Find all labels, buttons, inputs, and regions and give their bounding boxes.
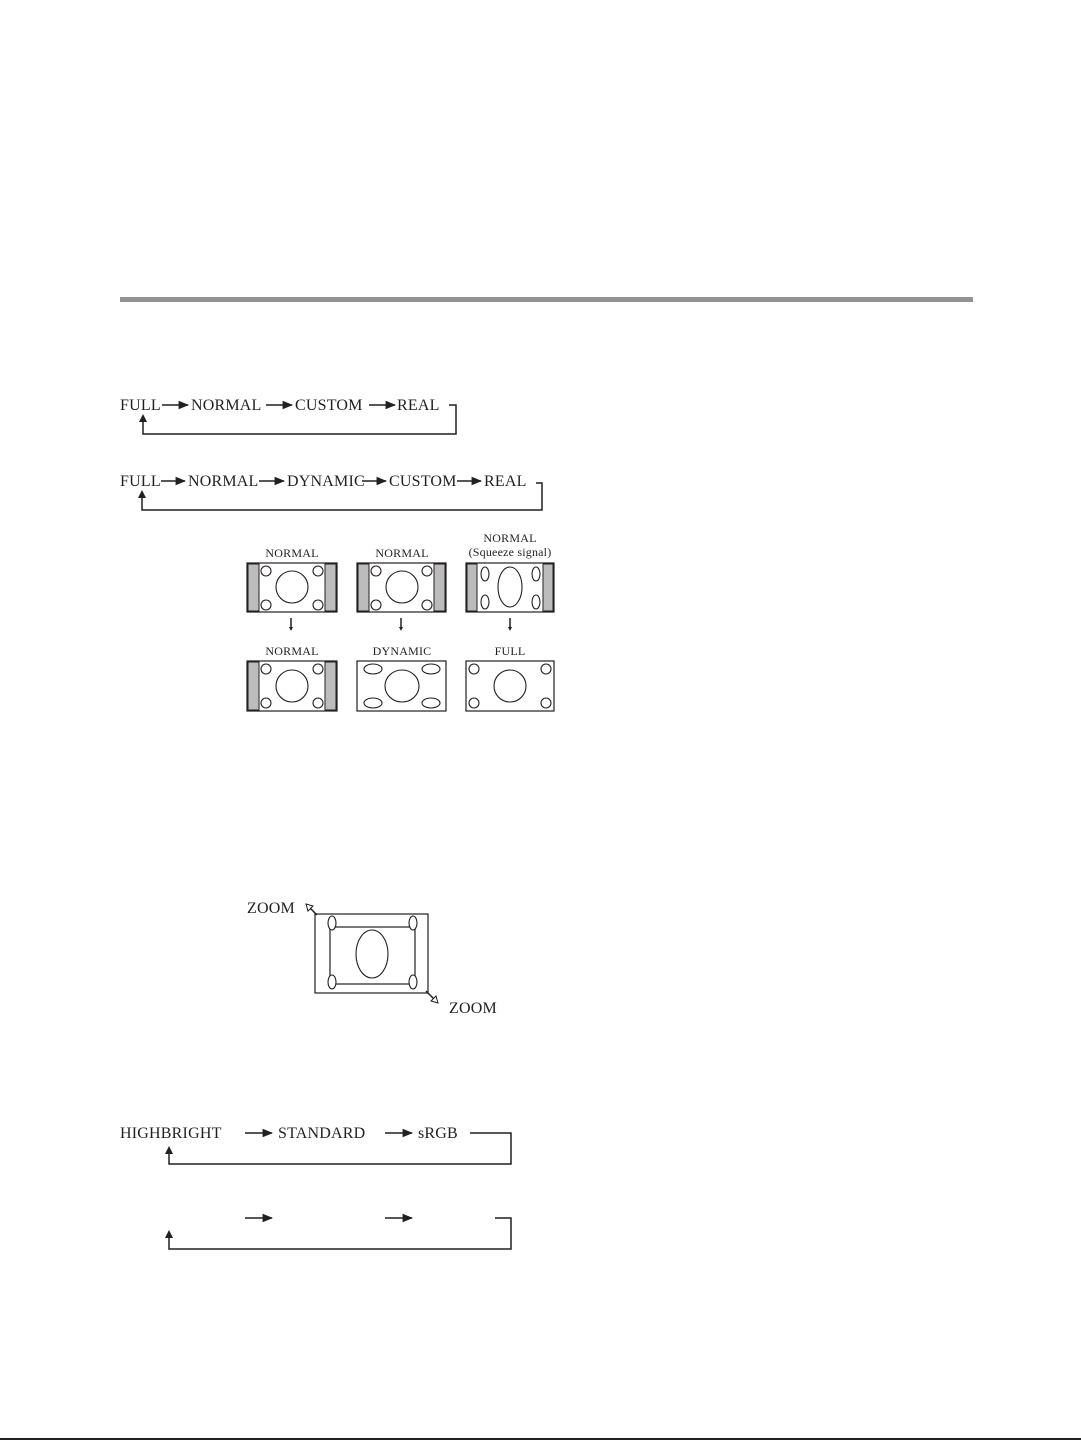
- flow2-item-custom: CUSTOM: [389, 473, 457, 490]
- screen-bottom-2: [357, 661, 446, 711]
- screen-top-3-sublabel: (Squeeze signal): [468, 545, 552, 559]
- screen-top-3: [466, 563, 554, 612]
- screen-bottom-1: [247, 661, 337, 711]
- flow2-connectors: [138, 481, 542, 510]
- screen-down-arrow-3-icon: [508, 618, 512, 631]
- flow1-connectors: [139, 405, 456, 434]
- zoom-out-arrow-top-icon: [306, 904, 317, 915]
- flow2-item-dynamic: DYNAMIC: [287, 473, 365, 490]
- flow3-item-srgb: sRGB: [418, 1125, 458, 1142]
- flow2-item-normal: NORMAL: [188, 473, 259, 490]
- zoom-label-bottom: ZOOM: [449, 1000, 497, 1017]
- zoom-diagram: [315, 914, 428, 993]
- screen-top-2: [357, 563, 446, 612]
- flow2-item-full: FULL: [120, 473, 161, 490]
- flow3-item-standard: STANDARD: [278, 1125, 366, 1142]
- screen-down-arrow-1-icon: [289, 618, 293, 631]
- flow2-item-real: REAL: [484, 473, 527, 490]
- flow2-loop-arrow-icon: [138, 483, 542, 510]
- flow1-item-full: FULL: [120, 397, 161, 414]
- screen-bottom-3: [466, 661, 554, 711]
- flow1-loop-arrow-icon: [139, 405, 456, 434]
- screen-top-1: [247, 563, 337, 612]
- screen-bottom-3-label: FULL: [494, 644, 526, 658]
- flow3-loop-arrow-icon: [165, 1133, 511, 1164]
- screen-bottom-1-label: NORMAL: [265, 644, 319, 658]
- zoom-label-top: ZOOM: [247, 900, 295, 917]
- page-bottom-edge: [0, 1438, 1081, 1440]
- flow3-item-highbright: HIGHBRIGHT: [120, 1125, 222, 1142]
- screen-top-3-label: NORMAL: [483, 531, 537, 545]
- screen-bottom-2-label: DYNAMIC: [372, 644, 432, 658]
- flow4-connectors: [165, 1218, 511, 1249]
- flow1-item-normal: NORMAL: [191, 397, 262, 414]
- screen-top-1-label: NORMAL: [265, 546, 319, 560]
- zoom-out-arrow-bottom-icon: [426, 991, 438, 1003]
- flow3-connectors: [165, 1133, 511, 1164]
- flow4-loop-arrow-icon: [165, 1218, 511, 1249]
- flow1-item-real: REAL: [397, 397, 440, 414]
- screen-top-2-label: NORMAL: [375, 546, 429, 560]
- flow1-item-custom: CUSTOM: [295, 397, 363, 414]
- screen-down-arrow-2-icon: [399, 618, 403, 631]
